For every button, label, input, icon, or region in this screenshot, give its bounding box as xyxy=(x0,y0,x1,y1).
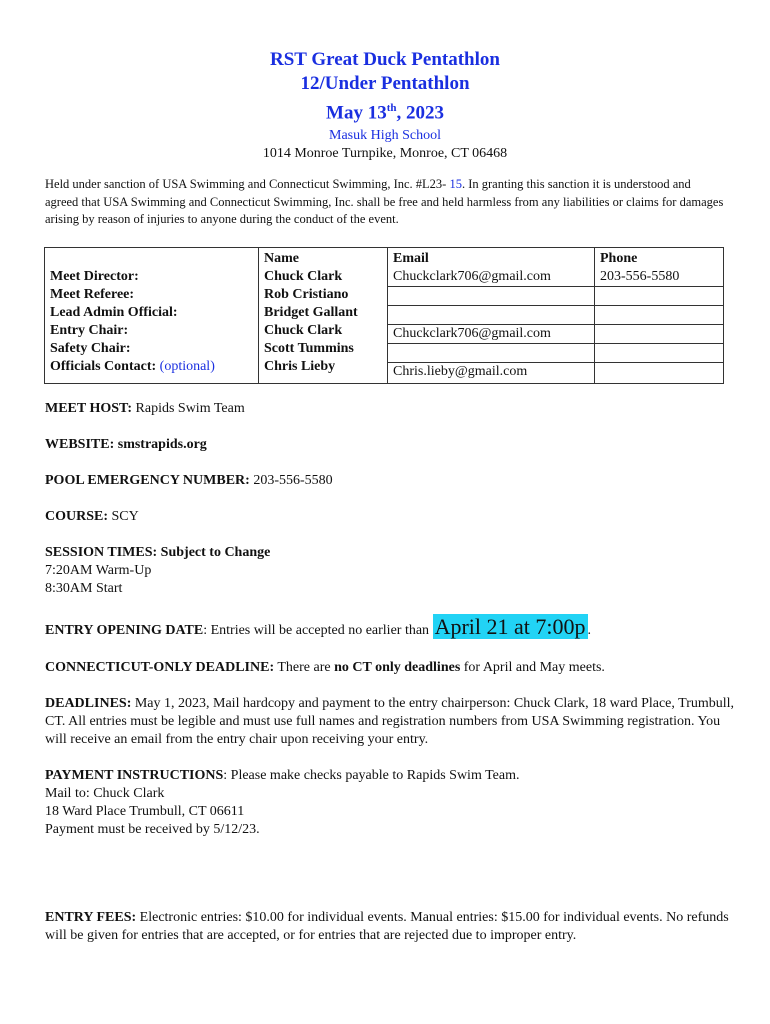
deadlines-text: May 1, 2023, Mail hardcopy and payment to the entry chairperson: Chuck Clark, 18 ward Place, Trumbull, CT. All entries must be legible and must use full names and registration numbers from USA Swimming registration. You will receive an email from the entry chair upon receiving your entry. xyxy=(45,696,735,747)
names-cell xyxy=(259,248,388,384)
deadlines-label: DEADLINES: xyxy=(45,696,132,711)
role-lead-admin: Lead Admin Official: xyxy=(50,305,178,320)
meet-subtitle: 12/Under Pentathlon xyxy=(300,73,470,94)
ct-deadline-text2: for April and May meets. xyxy=(460,660,605,675)
entry-opening xyxy=(45,614,735,640)
name-lead-admin: Bridget Gallant xyxy=(264,305,358,320)
phone-cell xyxy=(595,362,723,381)
entry-opening-date: April 21 at 7:00p xyxy=(434,614,586,639)
phone-cell xyxy=(595,324,723,343)
meet-date-suffix: , 2023 xyxy=(396,102,444,124)
sanction-number: 15 xyxy=(449,177,462,191)
meet-date xyxy=(0,96,770,125)
phone-header-cell xyxy=(595,248,724,384)
role-officials-contact-row xyxy=(50,358,253,376)
title-block xyxy=(0,48,770,163)
email-meet-director: Chuckclark706@gmail.com xyxy=(393,269,551,284)
officials-table xyxy=(44,247,724,384)
phone-header: Phone xyxy=(600,251,638,266)
pool-emergency xyxy=(45,472,735,490)
payment-mail-to: Mail to: Chuck Clark xyxy=(45,786,165,801)
role-meet-director: Meet Director: xyxy=(50,269,139,284)
ct-deadline-text1: There are xyxy=(274,660,335,675)
sanction-text-1: Held under sanction of USA Swimming and Connecticut Swimming, Inc. #L23- xyxy=(45,177,450,191)
payment-label: PAYMENT INSTRUCTIONS xyxy=(45,768,224,783)
role-safety-chair: Safety Chair: xyxy=(50,341,131,356)
website xyxy=(45,436,735,454)
email-header: Email xyxy=(393,251,429,266)
email-cell xyxy=(388,305,594,324)
meet-host-label: MEET HOST: xyxy=(45,401,133,416)
optional-label: (optional) xyxy=(159,359,215,374)
website-label: WEBSITE: smstrapids.org xyxy=(45,437,207,452)
email-cell: Chris.lieby@gmail.com xyxy=(388,362,594,381)
email-header-cell xyxy=(388,248,595,384)
name-meet-referee: Rob Cristiano xyxy=(264,287,349,302)
deadlines xyxy=(45,695,735,749)
payment-address: 18 Ward Place Trumbull, CT 06611 xyxy=(45,804,245,819)
meet-host-value: Rapids Swim Team xyxy=(132,401,245,416)
phone-meet-director: 203-556-5580 xyxy=(600,269,680,284)
sanction-text-2: . In granting this sanction it is understood and agreed that USA Swimming and Connecticut Swimming, Inc. shall be free and held harmless from any liabilities or claims for damages arising by reason of injuries to anyone during the conduct of the event. xyxy=(45,177,724,226)
entry-opening-end: . xyxy=(587,623,591,638)
name-meet-director: Chuck Clark xyxy=(264,269,343,284)
sanction-paragraph xyxy=(45,176,725,229)
ct-deadline-label: CONNECTICUT-ONLY DEADLINE: xyxy=(45,660,275,675)
name-safety-chair: Scott Tummins xyxy=(264,341,354,356)
pool-emergency-label: POOL EMERGENCY NUMBER: xyxy=(45,473,250,488)
venue-address: 1014 Monroe Turnpike, Monroe, CT 06468 xyxy=(262,146,508,162)
ct-deadline xyxy=(45,659,735,677)
meet-title: RST Great Duck Pentathlon xyxy=(270,49,500,70)
meet-date-sup: th xyxy=(386,102,397,114)
meet-date-prefix: May 13 xyxy=(326,102,387,124)
table-row xyxy=(45,248,724,384)
payment-instructions xyxy=(45,767,735,839)
name-header: Name xyxy=(264,251,299,266)
role-header-spacer xyxy=(50,250,253,268)
phone-cell xyxy=(595,343,723,362)
role-meet-referee: Meet Referee: xyxy=(50,287,135,302)
roles-cell xyxy=(45,248,259,384)
entry-fees-label: ENTRY FEES: xyxy=(45,910,137,925)
email-cell xyxy=(388,286,594,305)
payment-text: : Please make checks payable to Rapids Swim Team. xyxy=(223,768,520,783)
role-officials-contact: Officials Contact: xyxy=(50,359,157,374)
email-cell xyxy=(388,343,594,362)
course-value: SCY xyxy=(108,509,139,524)
course xyxy=(45,508,735,526)
phone-cell xyxy=(595,305,723,324)
entry-opening-text: : Entries will be accepted no earlier than xyxy=(203,623,433,638)
entry-fees xyxy=(45,909,735,945)
session-start: 8:30AM Start xyxy=(45,581,123,596)
name-officials-contact: Chris Lieby xyxy=(264,359,336,374)
session-times-label: SESSION TIMES: Subject to Change xyxy=(45,545,271,560)
role-entry-chair: Entry Chair: xyxy=(50,323,129,338)
entry-opening-label: ENTRY OPENING DATE xyxy=(45,623,204,638)
ct-deadline-bold: no CT only deadlines xyxy=(334,660,461,675)
venue-name: Masuk High School xyxy=(329,128,441,144)
course-label: COURSE: xyxy=(45,509,109,524)
meet-host xyxy=(45,400,735,418)
email-cell: Chuckclark706@gmail.com xyxy=(388,324,594,343)
phone-cell xyxy=(595,286,723,305)
session-times xyxy=(45,544,735,598)
pool-emergency-value: 203-556-5580 xyxy=(249,473,333,488)
entry-fees-text: Electronic entries: $10.00 for individual events. Manual entries: $15.00 for individual events. No refunds will be given for entries that are accepted, or for entries that are rejected due to improper entry. xyxy=(45,910,729,943)
payment-deadline: Payment must be received by 5/12/23. xyxy=(45,822,260,837)
name-entry-chair: Chuck Clark xyxy=(264,323,343,338)
session-warmup: 7:20AM Warm-Up xyxy=(45,563,152,578)
